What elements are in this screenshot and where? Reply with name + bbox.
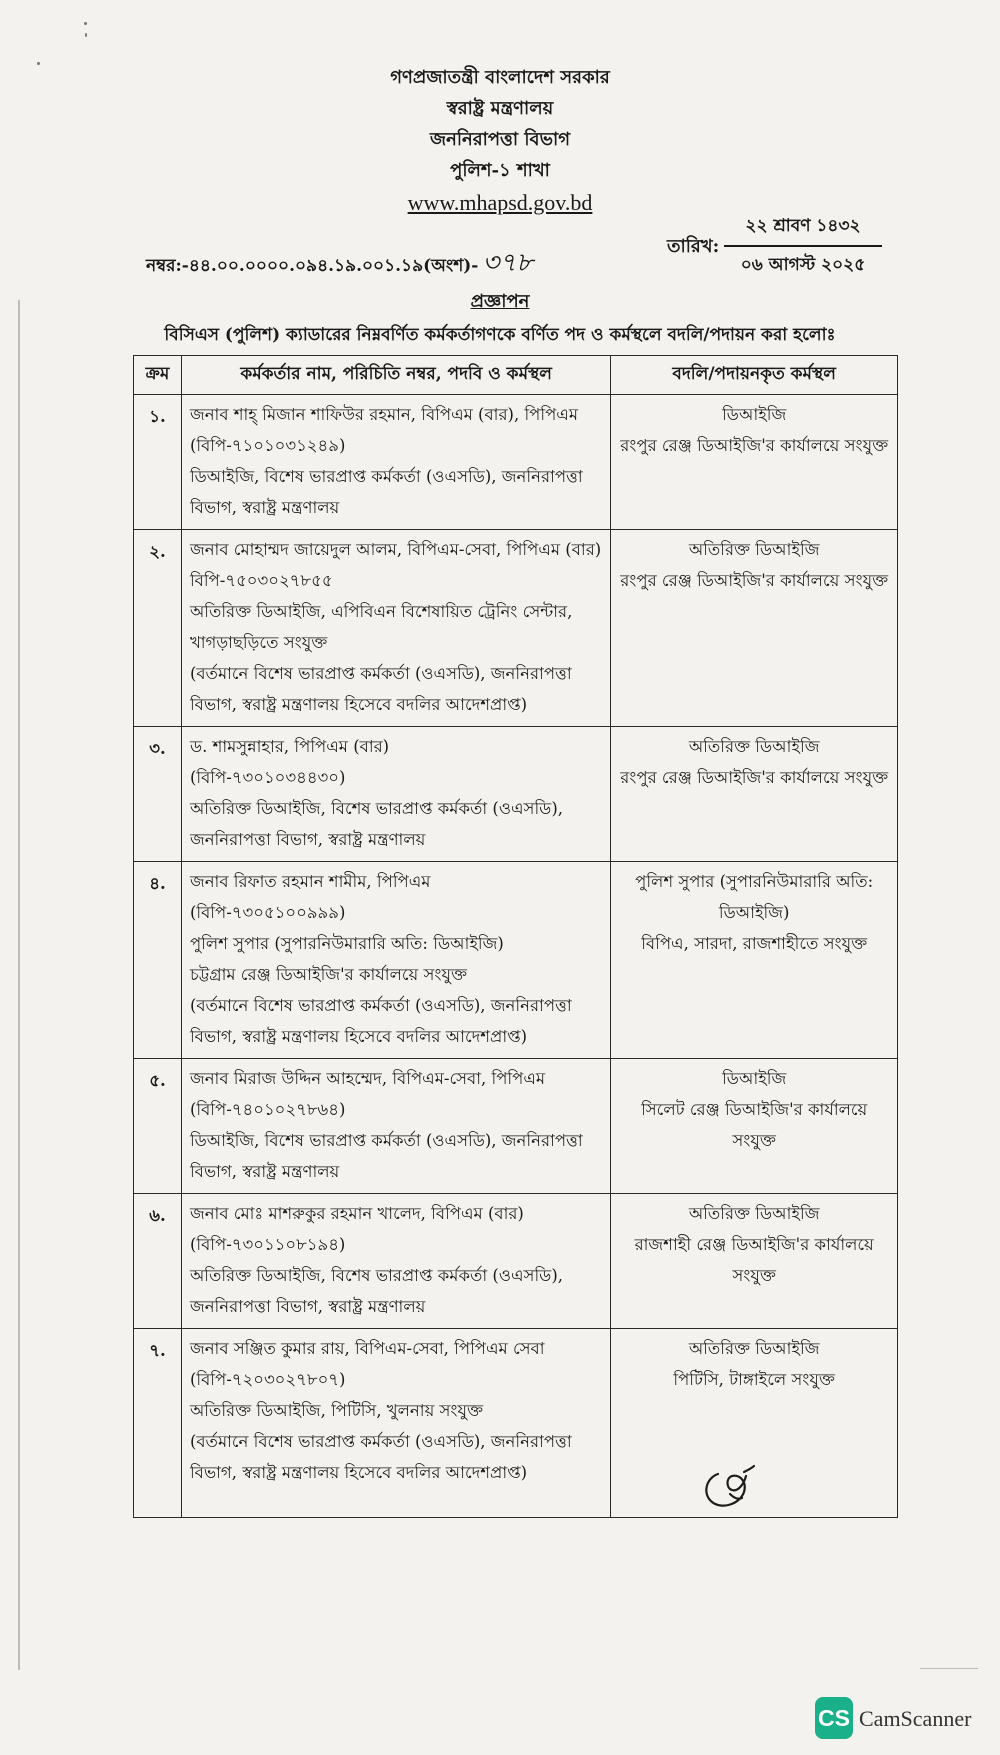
date-bangla: ২২ শ্রাবণ ১৪৩২ bbox=[724, 213, 882, 247]
officer-line: অতিরিক্ত ডিআইজি, বিশেষ ভারপ্রাপ্ত কর্মকর্তা (ওএসডি), bbox=[189, 1266, 564, 1285]
date-block bbox=[724, 213, 882, 280]
posting-details bbox=[611, 862, 898, 1059]
header-officer: কর্মকর্তার নাম, পরিচিতি নম্বর, পদবি ও কর্মস্থল bbox=[181, 356, 610, 395]
table-row bbox=[134, 395, 898, 530]
posting-details bbox=[611, 530, 898, 727]
officer-line: (বিপি-৭৩০১১০৮১৯৪) bbox=[189, 1235, 346, 1254]
officer-line: জননিরাপত্তা বিভাগ, স্বরাষ্ট্র মন্ত্রণালয় bbox=[189, 830, 426, 849]
table-row bbox=[134, 727, 898, 862]
officer-details bbox=[181, 862, 610, 1059]
signature-mark bbox=[700, 1464, 760, 1512]
memo-number-text: নম্বর:-৪৪.০০.০০০০.০৯৪.১৯.০০১.১৯(অংশ)- bbox=[146, 256, 479, 276]
officer-line: (বর্তমানে বিশেষ ভারপ্রাপ্ত কর্মকর্তা (ওএসডি), জননিরাপত্তা bbox=[189, 1432, 572, 1451]
officer-line: (বিপি-৭১০১০৩১২৪৯) bbox=[189, 436, 346, 455]
officer-details bbox=[181, 727, 610, 862]
posting-line: অতিরিক্ত ডিআইজি bbox=[688, 1339, 820, 1358]
officer-details bbox=[181, 1329, 610, 1518]
posting-details bbox=[611, 1194, 898, 1329]
officer-line: (বিপি-৭৪০১০২৭৮৬৪) bbox=[189, 1100, 346, 1119]
table-row bbox=[134, 1329, 898, 1518]
officer-line: ড. শামসুন্নাহার, পিপিএম (বার) bbox=[189, 737, 390, 756]
officer-line: অতিরিক্ত ডিআইজি, এপিবিএন বিশেষায়িত ট্রেনিং সেন্টার, bbox=[189, 602, 573, 621]
table-row bbox=[134, 530, 898, 727]
letterhead bbox=[0, 62, 1000, 220]
officer-line: জনাব মোহাম্মদ জায়েদুল আলম, বিপিএম-সেবা, পিপিএম (বার) bbox=[189, 540, 602, 559]
scan-speck bbox=[84, 22, 87, 25]
posting-line: রংপুর রেঞ্জ ডিআইজি'র কার্যালয়ে সংযুক্ত bbox=[620, 436, 889, 455]
govt-name: গণপ্রজাতন্ত্রী বাংলাদেশ সরকার bbox=[390, 67, 610, 88]
posting-line: রাজশাহী রেঞ্জ ডিআইজি'র কার্যালয়ে bbox=[634, 1235, 874, 1254]
date-label: তারিখ: bbox=[667, 236, 720, 257]
scan-edge bbox=[18, 300, 20, 1670]
website-link[interactable]: www.mhapsd.gov.bd bbox=[407, 190, 593, 215]
row-serial: ৪. bbox=[134, 862, 182, 1059]
table-header-row bbox=[134, 356, 898, 395]
table-row bbox=[134, 862, 898, 1059]
officer-line: বিভাগ, স্বরাষ্ট্র মন্ত্রণালয় হিসেবে বদলির আদেশপ্রাপ্ত) bbox=[189, 1027, 528, 1046]
officer-line: জনাব সঞ্জিত কুমার রায়, বিপিএম-সেবা, পিপিএম সেবা bbox=[189, 1339, 545, 1358]
officer-line: বিভাগ, স্বরাষ্ট্র মন্ত্রণালয় হিসেবে বদলির আদেশপ্রাপ্ত) bbox=[189, 695, 528, 714]
officer-line: (বর্তমানে বিশেষ ভারপ্রাপ্ত কর্মকর্তা (ওএসডি), জননিরাপত্তা bbox=[189, 996, 572, 1015]
division-name: জননিরাপত্তা বিভাগ bbox=[429, 129, 571, 150]
posting-line: সিলেট রেঞ্জ ডিআইজি'র কার্যালয়ে সংযুক্ত bbox=[641, 1100, 868, 1150]
officer-line: (বিপি-৭৩০৫১০০৯৯৯) bbox=[189, 903, 346, 922]
officer-line: বিভাগ, স্বরাষ্ট্র মন্ত্রণালয় হিসেবে বদলির আদেশপ্রাপ্ত) bbox=[189, 1463, 528, 1482]
posting-line: অতিরিক্ত ডিআইজি bbox=[688, 737, 820, 756]
camscanner-name: CamScanner bbox=[859, 1706, 972, 1731]
officer-line: জনাব রিফাত রহমান শামীম, পিপিএম bbox=[189, 872, 431, 891]
officer-line: জনাব শাহ্ মিজান শাফিউর রহমান, বিপিএম (বার), পিপিএম bbox=[189, 405, 579, 424]
header-posting: বদলি/পদায়নকৃত কর্মস্থল bbox=[611, 356, 898, 395]
posting-line: ডিআইজি bbox=[722, 1069, 787, 1088]
posting-details bbox=[611, 727, 898, 862]
row-serial: ১. bbox=[134, 395, 182, 530]
posting-details bbox=[611, 1059, 898, 1194]
row-serial: ২. bbox=[134, 530, 182, 727]
posting-line: রংপুর রেঞ্জ ডিআইজি'র কার্যালয়ে সংযুক্ত bbox=[620, 571, 889, 590]
officer-line: খাগড়াছড়িতে সংযুক্ত bbox=[189, 633, 328, 652]
table-row bbox=[134, 1059, 898, 1194]
row-serial: ৬. bbox=[134, 1194, 182, 1329]
officer-line: বিভাগ, স্বরাষ্ট্র মন্ত্রণালয় bbox=[189, 1162, 340, 1181]
officer-line: বিভাগ, স্বরাষ্ট্র মন্ত্রণালয় bbox=[189, 498, 340, 517]
officer-line: পুলিশ সুপার (সুপারনিউমারারি অতি: ডিআইজি) bbox=[189, 934, 504, 953]
table-row bbox=[134, 1194, 898, 1329]
scan-speck bbox=[85, 33, 87, 37]
header-serial: ক্রম bbox=[134, 356, 182, 395]
row-serial: ৫. bbox=[134, 1059, 182, 1194]
posting-line: পিটিসি, টাঙ্গাইলে সংযুক্ত bbox=[673, 1370, 835, 1389]
officer-line: বিপি-৭৫০৩০২৭৮৫৫ bbox=[189, 571, 333, 590]
posting-details bbox=[611, 395, 898, 530]
scan-line bbox=[920, 1668, 978, 1669]
officer-details bbox=[181, 530, 610, 727]
officer-line: জনাব মিরাজ উদ্দিন আহম্মেদ, বিপিএম-সেবা, পিপিএম bbox=[189, 1069, 546, 1088]
officer-line: জনাব মোঃ মাশরুকুর রহমান খালেদ, বিপিএম (বার) bbox=[189, 1204, 524, 1223]
section-name: পুলিশ-১ শাখা bbox=[450, 160, 550, 181]
posting-line: পুলিশ সুপার (সুপারনিউমারারি অতি: bbox=[635, 872, 874, 891]
camscanner-logo-icon: CS bbox=[815, 1697, 853, 1739]
posting-line: ডিআইজি) bbox=[718, 903, 790, 922]
officer-details bbox=[181, 395, 610, 530]
officer-line: অতিরিক্ত ডিআইজি, বিশেষ ভারপ্রাপ্ত কর্মকর্তা (ওএসডি), bbox=[189, 799, 564, 818]
officer-line: অতিরিক্ত ডিআইজি, পিটিসি, খুলনায় সংযুক্ত bbox=[189, 1401, 484, 1420]
officer-details bbox=[181, 1194, 610, 1329]
transfer-table bbox=[133, 355, 898, 1518]
date-english: ০৬ আগস্ট ২০২৫ bbox=[740, 255, 866, 275]
officer-line: (বিপি-৭২০৩০২৭৮০৭) bbox=[189, 1370, 346, 1389]
posting-line: অতিরিক্ত ডিআইজি bbox=[688, 1204, 820, 1223]
intro-text: বিসিএস (পুলিশ) ক্যাডারের নিম্নবর্ণিত কর্মকর্তাগণকে বর্ণিত পদ ও কর্মস্থলে বদলি/পদায়ন করা হলোঃ bbox=[164, 325, 836, 345]
posting-line: সংযুক্ত bbox=[732, 1266, 776, 1285]
officer-line: ডিআইজি, বিশেষ ভারপ্রাপ্ত কর্মকর্তা (ওএসডি), জননিরাপত্তা bbox=[189, 467, 583, 486]
row-serial: ৭. bbox=[134, 1329, 182, 1518]
officer-details bbox=[181, 1059, 610, 1194]
ministry-name: স্বরাষ্ট্র মন্ত্রণালয় bbox=[446, 98, 554, 119]
posting-line: ডিআইজি bbox=[722, 405, 787, 424]
posting-line: বিপিএ, সারদা, রাজশাহীতে সংযুক্ত bbox=[641, 934, 868, 953]
posting-line: রংপুর রেঞ্জ ডিআইজি'র কার্যালয়ে সংযুক্ত bbox=[620, 768, 889, 787]
officer-line: (বিপি-৭৩০১০৩৪৪৩০) bbox=[189, 768, 346, 787]
posting-line: অতিরিক্ত ডিআইজি bbox=[688, 540, 820, 559]
handwritten-memo-number: ৩৭৮ bbox=[482, 248, 534, 278]
officer-line: জননিরাপত্তা বিভাগ, স্বরাষ্ট্র মন্ত্রণালয় bbox=[189, 1297, 426, 1316]
officer-line: (বর্তমানে বিশেষ ভারপ্রাপ্ত কর্মকর্তা (ওএসডি), জননিরাপত্তা bbox=[189, 664, 572, 683]
officer-line: চট্টগ্রাম রেঞ্জ ডিআইজি'র কার্যালয়ে সংযুক্ত bbox=[189, 965, 467, 984]
notice-title: প্রজ্ঞাপন bbox=[470, 291, 530, 312]
memo-number bbox=[146, 242, 533, 286]
row-serial: ৩. bbox=[134, 727, 182, 862]
officer-line: ডিআইজি, বিশেষ ভারপ্রাপ্ত কর্মকর্তা (ওএসডি), জননিরাপত্তা bbox=[189, 1131, 583, 1150]
